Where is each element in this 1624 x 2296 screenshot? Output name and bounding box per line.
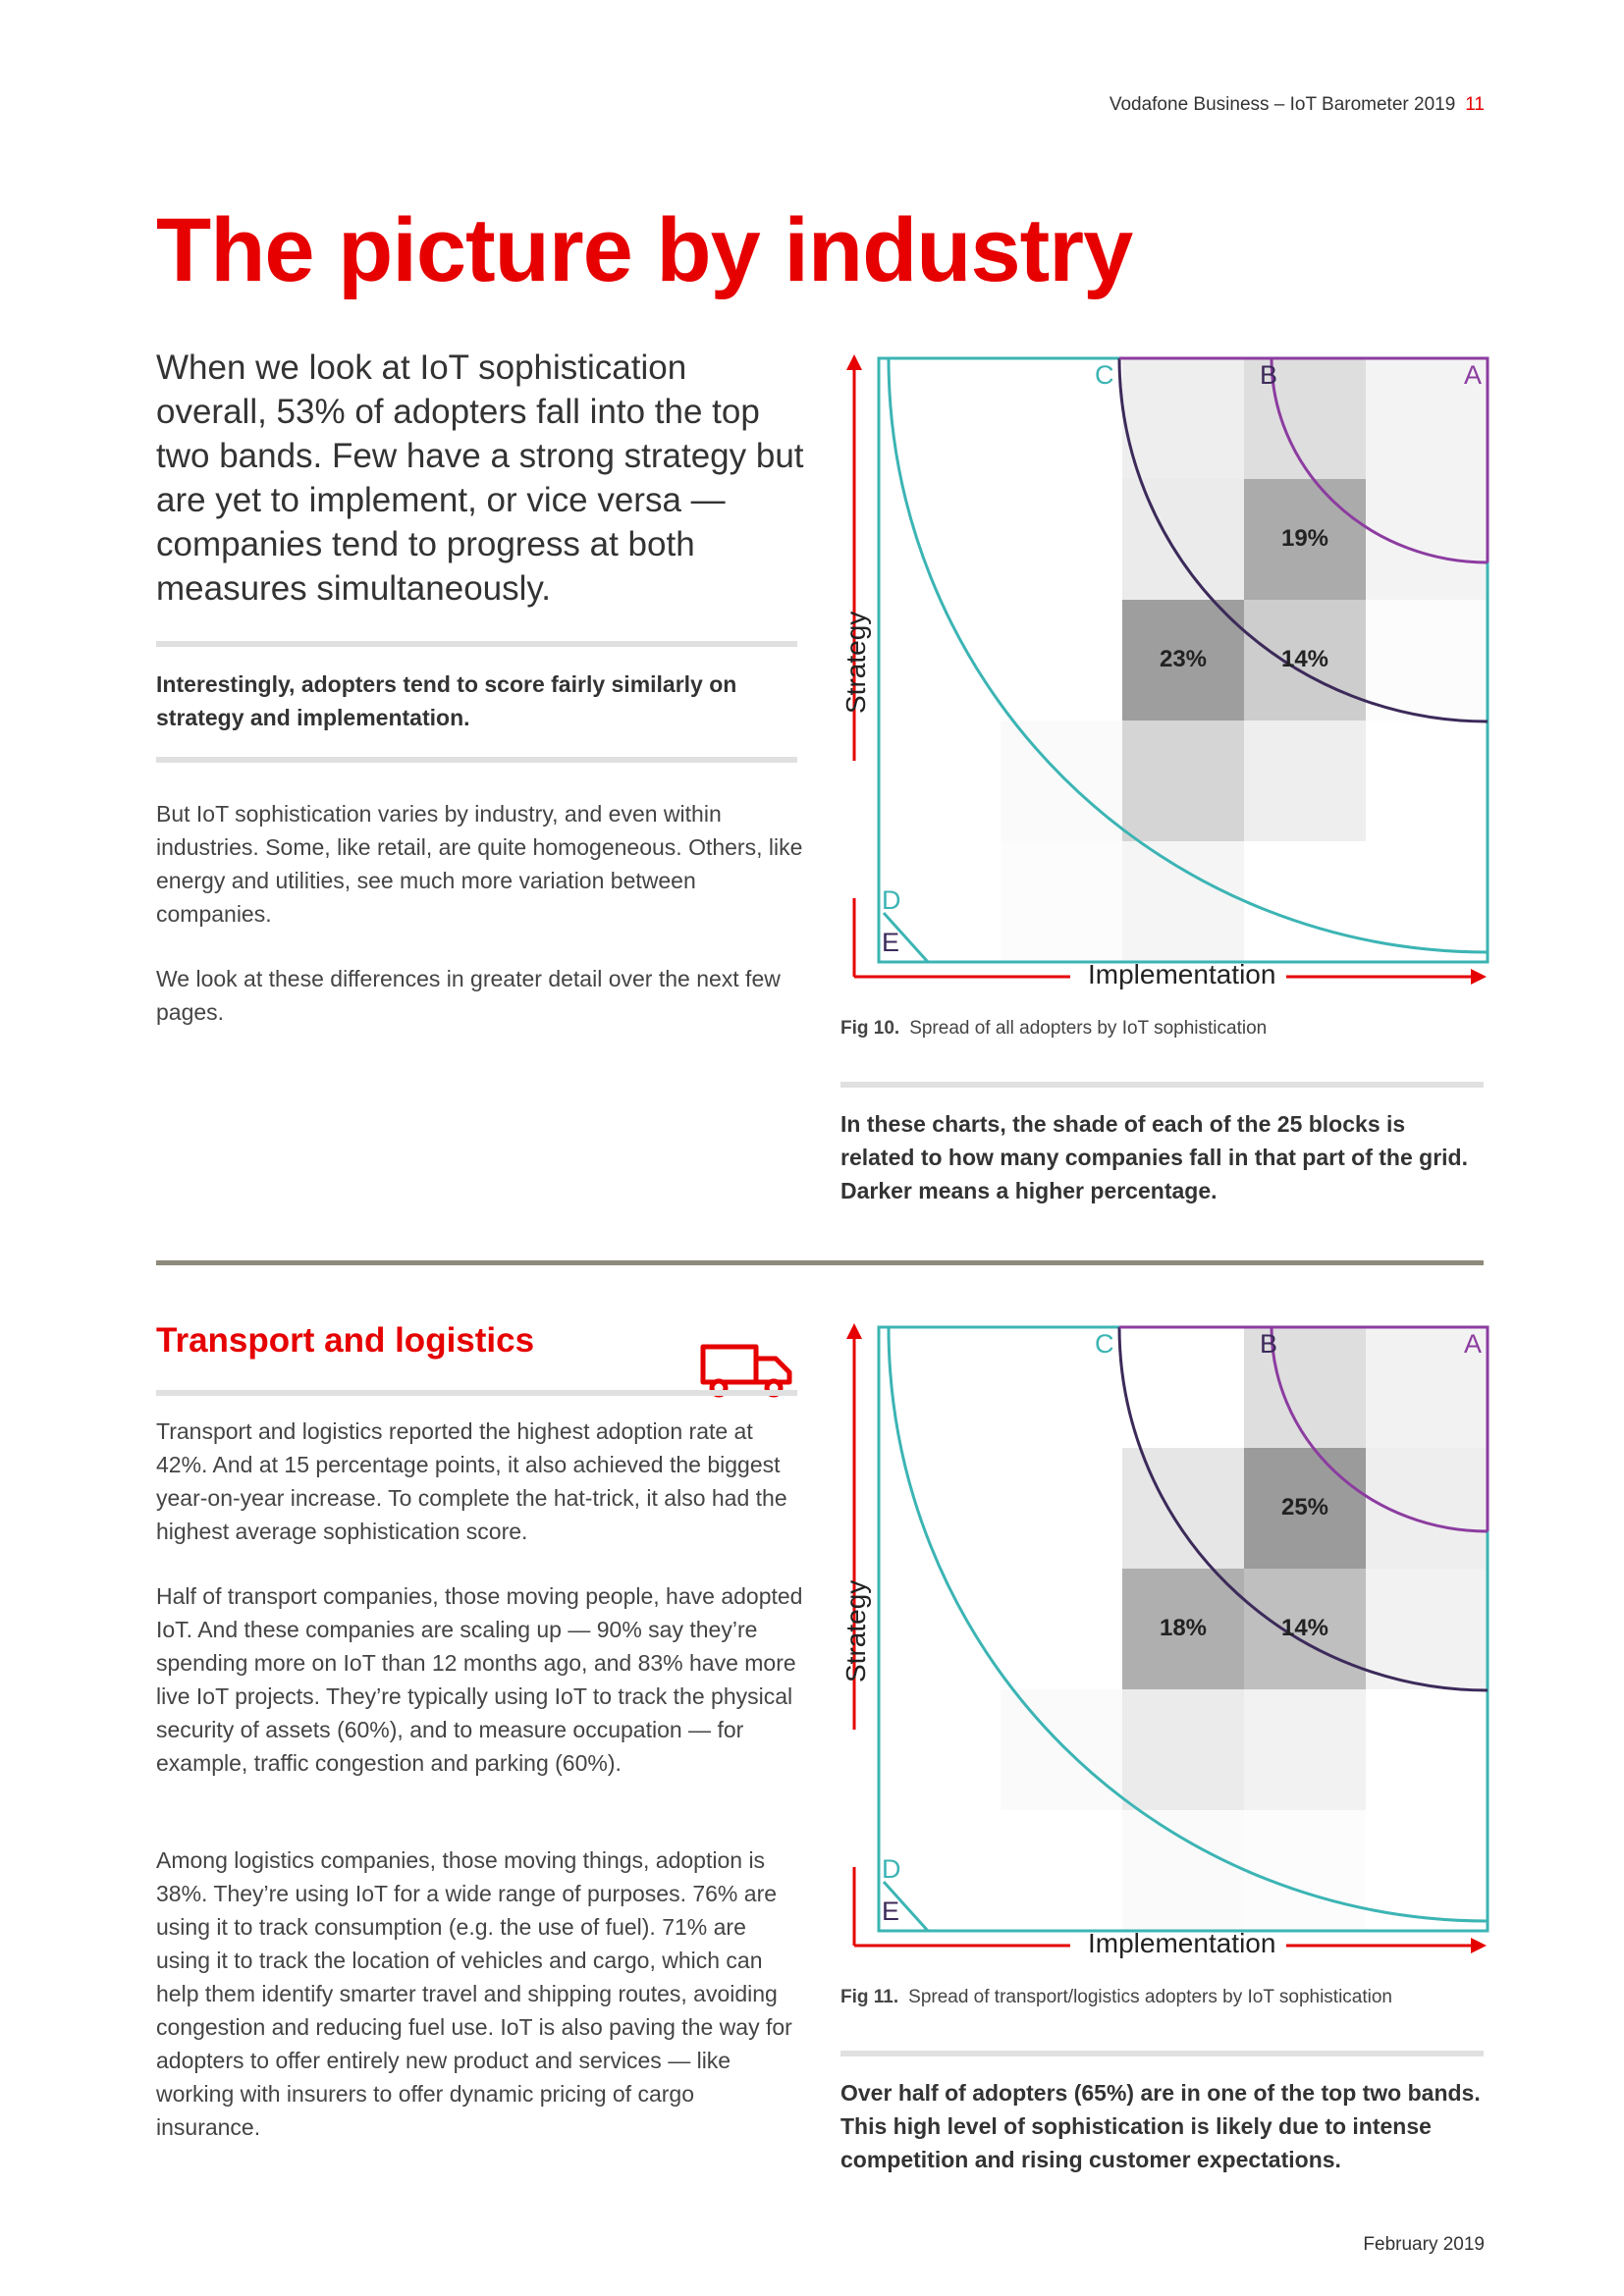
page-title: The picture by industry <box>156 200 1133 300</box>
fig10-chart <box>835 348 1492 1055</box>
fig10-caption <box>840 1018 1267 1040</box>
divider-rule <box>840 1082 1484 1088</box>
heat-cell <box>1366 1448 1488 1569</box>
divider-rule <box>840 2051 1484 2056</box>
callout-similarity: Interestingly, adopters tend to score fairly similarly on strategy and implementation. <box>156 671 737 730</box>
heat-cell <box>1122 841 1244 962</box>
body-paragraph: We look at these differences in greater detail over the next few pages. <box>156 966 781 1025</box>
band-letter-c: C <box>1095 1329 1114 1359</box>
intro-paragraph: When we look at IoT sophistication overall, 53% of adopters fall into the top two bands. Few have a strong strategy but are yet to implement, or vice versa — companies tend to progress at both measures simultaneously. <box>156 348 804 608</box>
fig11-caption-label: Fig 11. <box>840 1987 899 2007</box>
fig10-caption-text: Spread of all adopters by IoT sophistication <box>909 1018 1268 1039</box>
section-divider <box>156 1260 1484 1265</box>
cell-percentage-label: 14% <box>1280 646 1329 672</box>
chart-canvas <box>835 348 1492 1055</box>
band-letter-b: B <box>1260 1329 1278 1359</box>
band-letter-e: E <box>882 928 900 957</box>
band-letter-b: B <box>1260 360 1278 390</box>
band-letter-c: C <box>1095 360 1114 390</box>
band-letter-d: D <box>882 885 901 915</box>
divider-rule <box>156 1390 797 1396</box>
y-axis-arrowhead <box>846 354 862 370</box>
page-number: 11 <box>1465 94 1485 115</box>
x-axis-arrowhead <box>1471 969 1487 985</box>
fig11-caption <box>840 1987 1392 2008</box>
heat-cell <box>1244 721 1366 841</box>
y-axis-arrowhead <box>846 1323 862 1339</box>
heat-cell <box>1001 721 1122 841</box>
chart-canvas <box>835 1317 1492 2024</box>
cell-percentage-label: 25% <box>1280 1494 1329 1521</box>
y-axis-label: Strategy <box>840 1579 871 1682</box>
x-axis-label: Implementation <box>1088 1928 1276 1958</box>
heat-cell <box>1122 721 1244 841</box>
fig11-chart <box>835 1317 1492 2024</box>
heat-cell <box>1001 841 1122 962</box>
heat-cell <box>1122 1448 1244 1569</box>
heat-cell <box>1366 600 1488 721</box>
cell-percentage-label: 18% <box>1159 1615 1208 1641</box>
fig11-caption-text: Spread of transport/logistics adopters by IoT sophistication <box>908 1987 1392 2007</box>
band-letter-e: E <box>882 1896 900 1926</box>
section-paragraph: Among logistics companies, those moving things, adoption is 38%. They’re using IoT for a wide range of purposes. 76% are using it to track consumption (e.g. the use of fuel). 71% are using it to track the location of vehicles and cargo, which can help them identify smarter travel and shipping routes, avoiding congestion and reducing fuel use. IoT is also paving the way for adopters to offer entirely new product and services — like working with insurers to offer dynamic pricing of cargo insurance. <box>156 1847 792 2140</box>
heat-cell <box>1366 1569 1488 1689</box>
publication-title: Vodafone Business – IoT Barometer 2019 <box>1109 94 1456 115</box>
section-paragraph: Half of transport companies, those moving people, have adopted IoT. And these companies are scaling up — 90% say they’re spending more on IoT than 12 months ago, and 83% have more live IoT projects. They’re typically using IoT to track the physical security of assets (60%), and to measure occupation — for example, traffic congestion and parking (60%). <box>156 1583 803 1776</box>
cell-percentage-label: 19% <box>1280 525 1329 552</box>
heat-cell <box>1244 1810 1366 1931</box>
heat-cell <box>1366 479 1488 600</box>
heat-cell <box>1122 1689 1244 1810</box>
band-letter-d: D <box>882 1854 901 1884</box>
divider-rule <box>156 641 797 647</box>
heat-cell <box>1122 358 1244 479</box>
cell-percentage-label: 23% <box>1159 646 1208 672</box>
band-letter-a: A <box>1464 360 1483 390</box>
divider-rule <box>156 757 797 763</box>
fig11-note: Over half of adopters (65%) are in one of the top two bands. This high level of sophistication is likely due to intense competition and rising customer expectations. <box>840 2080 1481 2172</box>
x-axis-label: Implementation <box>1088 959 1276 989</box>
body-paragraph: But IoT sophistication varies by industry, and even within industries. Some, like retail, are quite homogeneous. Others, like energy and utilities, see much more variation between companies. <box>156 801 803 927</box>
footer-date: February 2019 <box>1363 2234 1485 2255</box>
band-letter-a: A <box>1464 1329 1483 1359</box>
heat-cell <box>1122 479 1244 600</box>
fig10-caption-label: Fig 10. <box>840 1018 900 1039</box>
running-header <box>1110 94 1485 116</box>
section-paragraph: Transport and logistics reported the highest adoption rate at 42%. And at 15 percentage points, it also achieved the biggest year-on-year increase. To complete the hat-trick, it also had the highest average sophistication score. <box>156 1418 787 1544</box>
y-axis-label: Strategy <box>840 611 871 714</box>
heat-cell <box>1244 1689 1366 1810</box>
x-axis-arrowhead <box>1471 1938 1487 1953</box>
fig10-note: In these charts, the shade of each of the 25 blocks is related to how many companies fall in that part of the grid. Darker means a higher percentage. <box>840 1111 1468 1203</box>
section-title: Transport and logistics <box>156 1321 535 1360</box>
cell-percentage-label: 14% <box>1280 1615 1329 1641</box>
heat-cell <box>1001 1689 1122 1810</box>
heat-cell <box>1122 1810 1244 1931</box>
